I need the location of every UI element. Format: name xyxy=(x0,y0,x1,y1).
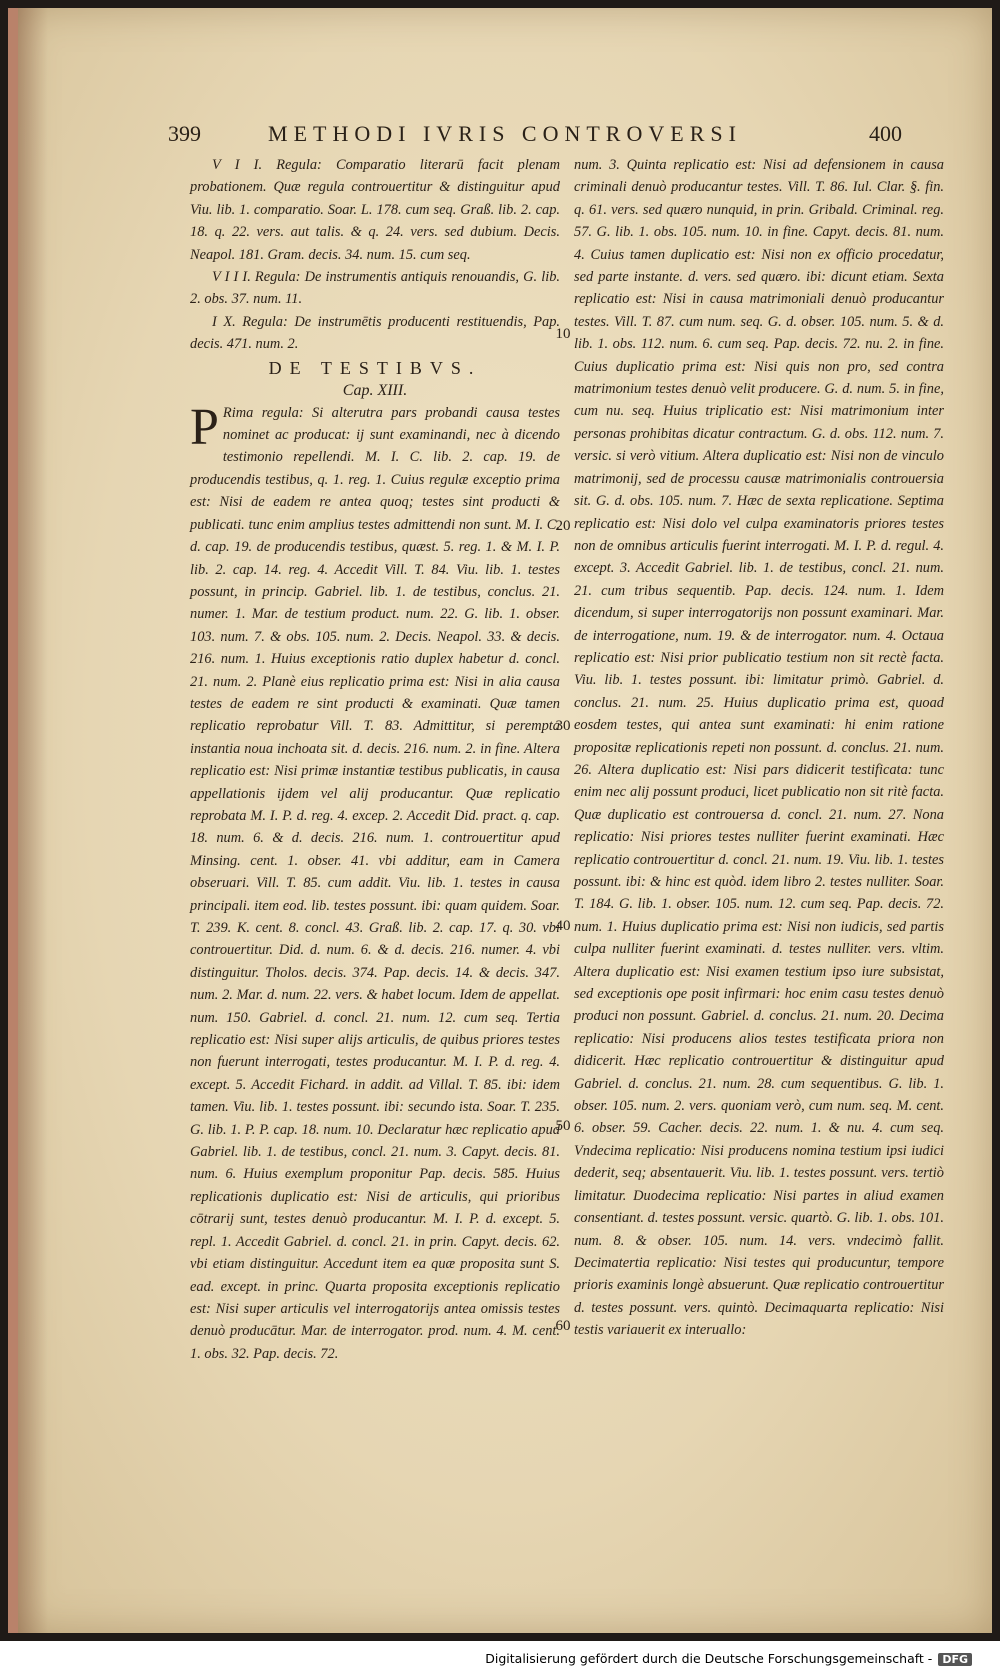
rule-ix: I X. Regula: De instrumētis producenti restituendis, Pap. decis. 471. num. 2. xyxy=(190,313,560,353)
dfg-logo: DFG xyxy=(938,1653,972,1666)
running-title: METHODI IVRIS CONTROVERSI xyxy=(268,121,742,146)
line-number-10: 10 xyxy=(555,326,571,342)
line-number-40: 40 xyxy=(555,918,571,934)
book-page xyxy=(8,8,992,1633)
right-column-text: num. 3. Quinta replicatio est: Nisi ad defensionem in causa criminali denuò producantur testes. Vill. T. 86. Iul. Clar. §. fin. q. 61. vers. sed quæro nunquid, in prin. Gribald. Criminal. reg. 57. G. lib. 1. obs. 105. num. 10. in fine. Capyt. decis. 81. num. 4. Cuius tamen duplicatio est: Nisi non ex officio procedatur, sed parte instante. d. vers. sed quæro. ibi: dicunt etiam. Sexta replicatio est: Nisi in causa matrimoniali denuò producantur testes. Vill. T. 87. cum num. seq. G. d. obser. 105. num. 5. & d. lib. 1. obs. 112. num. 6. cum seq. Pap. decis. 72. nu. 2. in fine. Cuius duplicatio prima est: Nisi quis non pro, sed contra matrimonium testes denuò velit producere. G. d. num. 5. in fine, cum nu. seq. Huius triplicatio est: Nisi matrimonium inter personas prohibitas dicatur contractum. G. d. obs. 112. num. 7. versic. si verò vitium. Altera duplicatio est: Nisi non de vinculo matrimonij, sed de processu causæ matrimonialis controuersia sit. G. d. obs. 105. num. 7. Hæc de sexta replicatione. Septima replicatio est: Nisi dolo vel culpa examinatoris priores testes non de omnibus articulis fuerint interrogati. M. I. P. d. regul. 4. except. 3. Accedit Gabriel. lib. 1. de testibus, concl. 21. num. 21. cum tribus sequentib. Pap. decis. 124. num. 1. Idem dicendum, si super interrogatorijs non possunt examinari. Mar. de interrogatione, num. 19. & de interrogator. num. 4. Octaua replicatio est: Nisi prior publicatio testium non sit rectè facta. Viu. lib. 1. testes possunt. ibi: limitatur primò. Gabriel. d. conclus. 21. num. 25. Huius duplicatio prima est, quoad eosdem testes, qui antea sunt examinati: hi enim ratione propositæ replicationis repeti non possunt. d. conclus. 21. num. 26. Altera duplicatio est: Nisi pars didicerit testificata: tunc enim nec alij possunt produci, licet publicatio non sit ritè facta. Quæ duplicatio est controuersa d. concl. 21. num. 27. Nona replicatio: Nisi priores testes nulliter fuerint examinati. Hæc replicatio controuertitur d. concl. 21. num. 19. Viu. lib. 1. testes possunt. ibi: & hinc est quòd. idem libro 2. testes nulliter. Soar. T. 184. G. lib. 1. obser. 105. num. 12. cum seq. Pap. decis. 72. num. 1. Huius duplicatio prima est: Nisi non iudicis, sed partis culpa nulliter fuerint examinati. d. testes nulliter. vers. vltim. Altera duplicatio est: Nisi examen testium ipso iure subsistat, sed exceptionis ope posit infirmari: hoc enim casu testes denuò produci non possunt. Gabriel. d. conclus. 21. num. 20. Decima replicatio: Nisi producens alios testes testificata priora non didicerit. Hæc replicatio controuertitur & distinguitur apud Gabriel. d. conclus. 21. num. 28. cum sequentibus. G. lib. 1. obser. 105. num. 2. vers. quoniam verò, cum num. seq. M. cent. 6. obser. 59. Cacher. decis. 22. num. 1. & nu. 4. cum seq. Vndecima replicatio: Nisi producens nomina testium ipsi iudici dederit, seq; absentauerit. Viu. lib. 1. testes possunt. vers. tertiò limitatur. Duodecima replicatio: Nisi partes in aliud examen consentiant. d. testes possunt. versic. quartò. G. lib. 1. obs. 101. num. 8. & obser. 105. num. 14. vers. vndecimò fallit. Decimatertia replicatio: Nisi testes qui producuntur, tempore prioris examinis longè absuerunt. Quæ replicatio controuertitur d. testes possunt. vers. quintò. Decimaquarta replicatio: Nisi testis variauerit ex interuallo: xyxy=(574,157,944,1339)
running-head xyxy=(18,121,992,151)
line-number-30: 30 xyxy=(555,718,571,734)
drop-cap: P xyxy=(190,398,219,456)
footer-bar xyxy=(0,1641,1000,1677)
section-title: DE TESTIBVS. xyxy=(268,357,482,378)
left-column xyxy=(190,154,560,1365)
chapter-body xyxy=(190,398,560,1365)
page-number-left: 399 xyxy=(168,121,201,146)
page-number-right: 400 xyxy=(869,121,902,146)
footer-credit-text: Digitalisierung gefördert durch die Deutsche Forschungsgemeinschaft - xyxy=(485,1651,933,1666)
line-number-50: 50 xyxy=(555,1118,571,1134)
footer-credit xyxy=(485,1651,972,1666)
rule-viii: V I I I. Regula: De instrumentis antiquis renouandis, G. lib. 2. obs. 37. num. 11. xyxy=(190,269,560,308)
chapter-body-text: Rima regula: Si alterutra pars probandi causa testes nominet ac producat: ij sunt examinandi, nec à dicendo testimonio repellendi. M. I. C. lib. 2. cap. 19. de producendis testibus, q. 1. reg. 1. Cuius regulæ exceptio prima est: Nisi de eadem re antea quoq; testes sint producti & publicati. tunc enim amplius testes admittendi non sunt. M. I. C. d. cap. 19. de producendis testibus, quæst. 5. reg. 1. & M. I. P. lib. 2. cap. 14. reg. 4. Accedit Vill. T. 84. Viu. lib. 1. testes possunt, in princip. Gabriel. lib. 1. de testibus, conclus. 21. numer. 1. Mar. de testium product. num. 22. G. lib. 1. obser. 103. num. 7. & obs. 105. num. 2. Decis. Neapol. 33. & decis. 216. num. 1. Huius exceptionis ratio duplex habetur d. concl. 21. num. 2. Planè eius replicatio prima est: Nisi in alia causa testes de eadem re sint producti & examinati. Quæ tamen replicatio reprobatur Vill. T. 83. Admittitur, si perempta instantia noua inchoata sit. d. decis. 216. num. 2. in fine. Altera replicatio est: Nisi primæ instantiæ testibus publicatis, in causa appellationis ijdem vel alij producantur. Quæ replicatio reprobata M. I. P. d. reg. 4. excep. 2. Accedit Did. pract. q. cap. 18. num. 6. & d. decis. 216. num. 1. controuertitur apud Minsing. cent. 1. obser. 41. vbi additur, eam in Camera obseruari. Vill. T. 85. cum addit. Viu. lib. 1. testes in causa principali. item eod. lib. testes possunt. ibi: quam quidem. Soar. T. 239. K. cent. 8. concl. 43. Graß. lib. 2. cap. 17. q. 30. vbi controuertitur. Did. d. num. 6. & d. decis. 216. numer. 4. vbi distinguitur. Tholos. decis. 374. Pap. decis. 14. & decis. 347. num. 2. Mar. d. num. 22. vers. & habet locum. Idem de appellat. num. 150. Gabriel. d. concl. 21. num. 12. cum seq. Tertia replicatio est: Nisi super alijs articulis, de quibus priores testes non fuerunt interrogati, testes producantur. M. I. P. d. reg. 4. except. 5. Accedit Fichard. in addit. ad Villal. T. 85. ibi: idem tamen. Viu. lib. 1. testes possunt. ibi: secundo ista. Soar. T. 235. G. lib. 1. P. P. cap. 18. num. 10. Declaratur hæc replicatio apud Gabriel. lib. 1. de testibus, concl. 21. num. 3. Capyt. decis. 81. num. 6. Huius exemplum proponitur Pap. decis. 585. Huius replicationis duplicatio est: Nisi de articulis, qui prioribus cōtrarij sunt, testes denuò producantur. M. I. P. d. except. 5. repl. 1. Accedit Gabriel. d. concl. 21. in prin. Capyt. decis. 62. vbi etiam distinguitur. Accedunt item ea quæ proposita sunt S. ead. except. in princ. Quarta proposita exceptionis replicatio est: Nisi super articulis vel interrogatorijs antea omissis testes denuò producātur. Mar. de interrogator. prod. num. 4. M. cent. 1. obs. 32. Pap. decis. 72. xyxy=(190,404,560,1362)
line-number-60: 60 xyxy=(555,1318,571,1334)
right-column xyxy=(574,154,944,1342)
line-number-20: 20 xyxy=(555,518,571,534)
section-chapter: Cap. XIII. xyxy=(342,381,408,399)
rule-vii: V I I. Regula: Comparatio literarū facit plenam probationem. Quæ regula controuertitur & distinguitur apud Viu. lib. 1. comparatio. Soar. L. 178. cum seq. Graß. lib. 2. cap. 18. q. 22. vers. aut talis. & q. 24. vers. sed dubium. Decis. Neapol. 181. Gram. decis. 34. num. 15. cum seq. xyxy=(190,157,560,263)
